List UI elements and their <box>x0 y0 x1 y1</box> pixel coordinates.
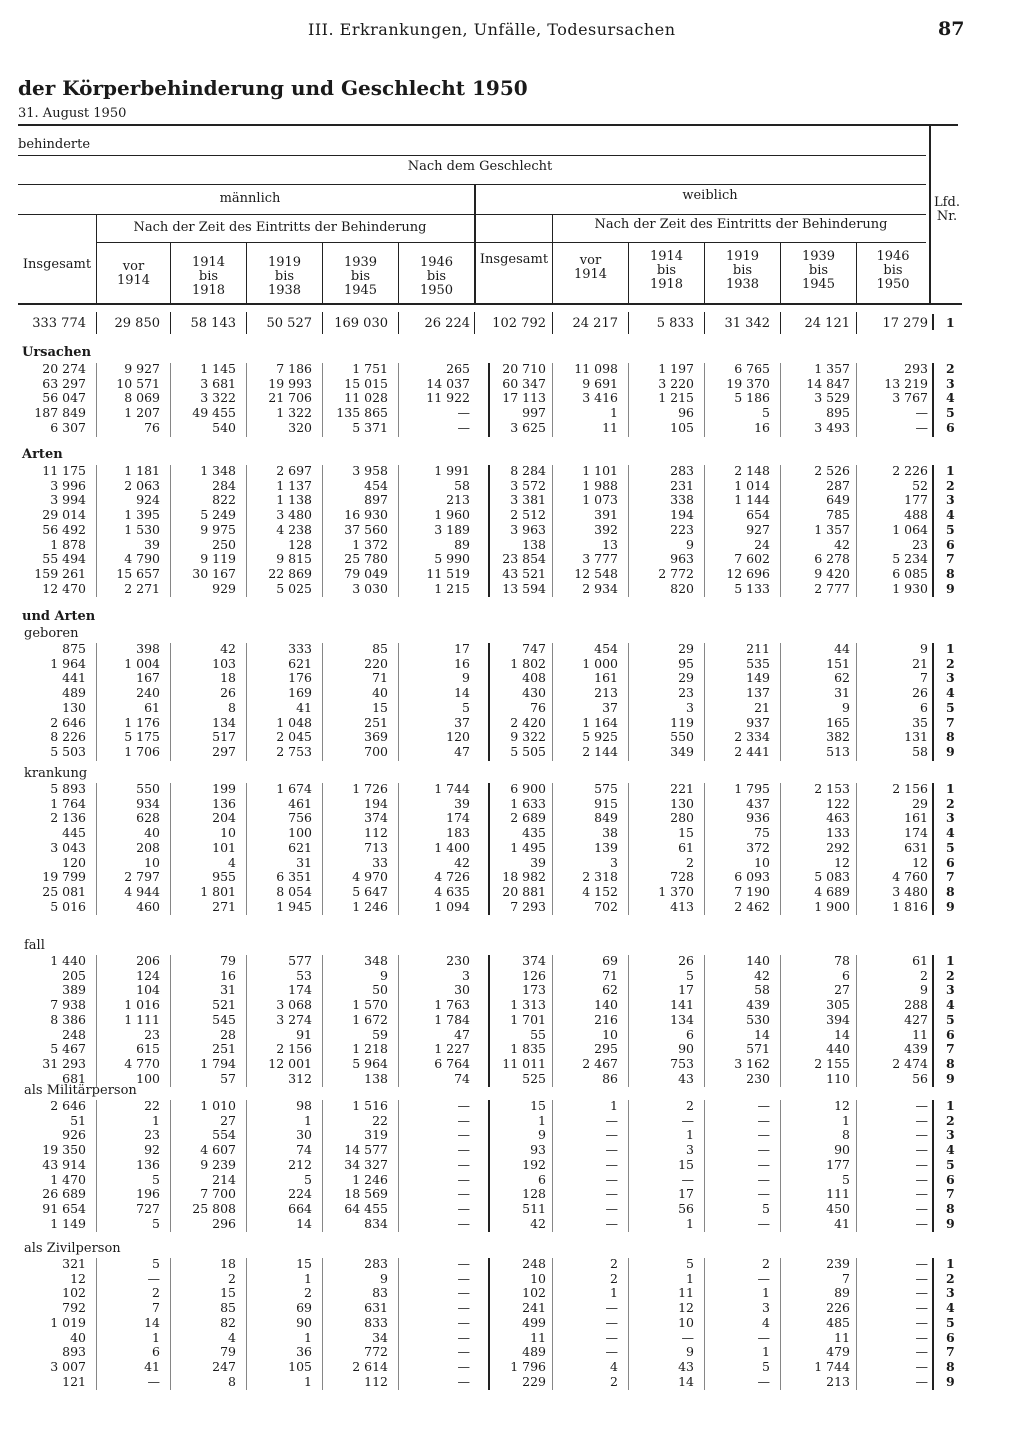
total-cell: 50 527 <box>266 316 312 331</box>
header-lfd-nr: Lfd. Nr. <box>934 195 960 224</box>
data-column: 12 1 8 90 177 5 111 450 41 <box>826 1098 850 1231</box>
col-rule <box>246 643 247 761</box>
data-column: 1 744 39 174 183 1 400 42 4 726 4 635 1 094 <box>434 781 470 914</box>
header-rule-4 <box>96 242 926 243</box>
header-year-m-1: 1914 bis 1918 <box>191 255 226 298</box>
col-rule <box>856 643 857 761</box>
data-column: 1 440 205 389 7 938 8 386 248 5 467 31 293 681 <box>42 953 86 1086</box>
gender-split-rule <box>474 184 476 304</box>
data-column: 22 1 23 92 136 5 196 727 5 <box>136 1098 160 1231</box>
col-rule <box>96 783 97 915</box>
col-rule <box>856 955 857 1087</box>
col-rule <box>552 955 553 1087</box>
col-rule <box>704 1258 705 1390</box>
data-column: 2 646 51 926 19 350 43 914 1 470 26 689 91 654 1 149 <box>42 1098 86 1231</box>
gender-split-rule <box>488 1258 490 1390</box>
col-rule <box>552 783 553 915</box>
col-rule <box>96 1258 97 1390</box>
data-column: 1 145 3 681 3 322 49 455 540 <box>192 361 236 435</box>
section-sublabel: krankung <box>24 766 88 781</box>
data-column: 199 136 204 10 101 4 955 1 801 271 <box>200 781 236 914</box>
col-rule <box>322 783 323 915</box>
col-rule <box>856 363 857 437</box>
total-cell: 24 121 <box>804 316 850 331</box>
data-column: 11 098 9 691 3 416 1 11 <box>574 361 618 435</box>
col-rule <box>856 1100 857 1232</box>
data-column: 79 16 31 521 545 28 251 1 794 57 <box>200 953 236 1086</box>
data-column: 265 14 037 11 922 — — <box>426 361 470 435</box>
row-number-column: 1 2 3 4 5 6 7 8 9 <box>946 1098 955 1231</box>
data-column: 577 53 174 3 068 3 274 91 2 156 12 001 312 <box>268 953 312 1086</box>
row-number-column: 1 2 3 4 5 7 8 9 <box>946 641 955 759</box>
col-rule <box>322 1258 323 1390</box>
col-rule <box>780 955 781 1087</box>
section-label: und Arten <box>22 609 96 624</box>
page-title: der Körperbehinderung und Geschlecht 1950 <box>18 76 528 100</box>
lfd-bar <box>932 1100 934 1232</box>
data-column: 61 2 9 288 427 11 439 2 474 56 <box>892 953 928 1086</box>
data-column: 69 71 62 140 216 10 295 2 467 86 <box>582 953 618 1086</box>
lfd-bar <box>932 465 934 597</box>
col-rule <box>628 363 629 437</box>
lfd-bar <box>932 783 934 915</box>
total-cell: 26 224 <box>424 316 470 331</box>
total-cell: 17 279 <box>882 316 928 331</box>
page-number: 87 <box>938 18 965 40</box>
data-column: 1 795 437 936 75 372 10 6 093 7 190 2 462 <box>734 781 770 914</box>
col-rule <box>856 1258 857 1390</box>
col-rule <box>322 643 323 761</box>
col-rule <box>170 783 171 915</box>
col-rule <box>552 643 553 761</box>
gender-split-rule <box>488 955 490 1087</box>
data-column: 8 284 3 572 3 381 2 512 3 963 138 23 854 43 521 13 594 <box>502 463 546 596</box>
data-column: 2 156 29 161 174 631 12 4 760 3 480 1 816 <box>892 781 928 914</box>
col-rule <box>474 312 475 334</box>
col-rule <box>246 465 247 597</box>
col-rule <box>170 955 171 1087</box>
data-column: 2 148 1 014 1 144 654 927 24 7 602 12 696 5 133 <box>726 463 770 596</box>
data-column: 2 — 1 3 4 — 1 5 — <box>757 1256 770 1389</box>
header-year-w-4: 1946 bis 1950 <box>876 249 910 292</box>
data-column: 140 42 58 439 530 14 571 3 162 230 <box>734 953 770 1086</box>
data-column: — — — — — — — — — <box>457 1256 470 1389</box>
col-rule <box>704 363 705 437</box>
data-column: 206 124 104 1 016 1 111 23 615 4 770 100 <box>124 953 160 1086</box>
data-column: 2 153 122 463 133 292 12 5 083 4 689 1 900 <box>814 781 850 914</box>
col-rule <box>780 1258 781 1390</box>
data-column: 2 — 1 3 15 — 17 56 1 <box>678 1098 694 1231</box>
section-sublabel: als Zivilperson <box>24 1241 121 1256</box>
col-rule <box>246 312 247 334</box>
data-column: 1 674 461 756 100 621 31 6 351 8 054 1 945 <box>276 781 312 914</box>
data-column: 15 1 2 69 90 1 36 105 1 <box>288 1256 312 1389</box>
data-column: 9 927 10 571 8 069 1 207 76 <box>116 361 160 435</box>
data-column: 1 991 58 213 1 960 3 189 89 5 990 11 519 1 215 <box>426 463 470 596</box>
lfd-bar <box>932 955 934 1087</box>
section-label: Arten <box>22 447 63 462</box>
col-rule <box>322 955 323 1087</box>
gender-split-rule <box>488 363 490 437</box>
data-column: 17 16 9 14 5 37 120 47 <box>446 641 470 759</box>
col-rule <box>856 465 857 597</box>
data-column: 2 697 1 137 1 138 3 480 4 238 128 9 815 22 869 5 025 <box>268 463 312 596</box>
row-number-column: 1 2 3 4 5 6 7 8 9 <box>946 953 955 1086</box>
data-column: 85 220 71 40 15 251 369 700 <box>364 641 388 759</box>
data-column: 5 893 1 764 2 136 445 3 043 120 19 799 25 081 5 016 <box>42 781 86 914</box>
col-rule <box>628 1100 629 1232</box>
data-column: 248 10 102 241 499 11 489 1 796 229 <box>510 1256 546 1389</box>
header-weiblich: weiblich <box>682 188 738 203</box>
col-rule <box>170 312 171 334</box>
data-column: 283 231 338 194 223 9 963 2 772 820 <box>658 463 694 596</box>
col-rule <box>322 465 323 597</box>
col-rule <box>398 465 399 597</box>
col-rule <box>96 363 97 437</box>
col-rule <box>628 1258 629 1390</box>
col-rule <box>246 783 247 915</box>
data-column: 283 9 83 631 833 34 772 2 614 112 <box>352 1256 388 1389</box>
row-number-column: 1 2 3 4 5 6 7 8 9 <box>946 1256 955 1389</box>
lfd-bar <box>932 1258 934 1390</box>
data-column: 398 1 004 167 240 61 1 176 5 175 1 706 <box>124 641 160 759</box>
col-rule <box>96 465 97 597</box>
data-column: — — — — — — — — — <box>915 1256 928 1389</box>
data-column: 1 197 3 220 1 215 96 105 <box>658 361 694 435</box>
col-rule <box>398 312 399 334</box>
row-number-column: 1 2 3 4 5 6 7 8 9 <box>946 463 955 596</box>
col-rule <box>96 214 97 303</box>
total-cell: 333 774 <box>32 316 86 331</box>
col-rule <box>246 1100 247 1232</box>
data-column: 1 — — — — — — — — <box>605 1098 618 1231</box>
header-year-w-1: 1914 bis 1918 <box>649 249 684 292</box>
total-cell: 31 342 <box>724 316 770 331</box>
data-column: 5 1 11 12 10 — 9 43 14 <box>678 1256 694 1389</box>
data-column: 1 348 284 822 5 249 9 975 250 9 119 30 167 929 <box>192 463 236 596</box>
col-rule <box>704 1100 705 1232</box>
data-column: 550 934 628 40 208 10 2 797 4 944 460 <box>124 781 160 914</box>
top-rule <box>18 124 958 126</box>
data-column: 20 710 60 347 17 113 997 3 625 <box>502 361 546 435</box>
header-behinderte: behinderte <box>18 137 91 152</box>
gender-split-rule <box>488 465 490 597</box>
col-rule <box>704 643 705 761</box>
data-column: 1 751 15 015 11 028 135 865 5 371 <box>336 361 388 435</box>
row-number-column: 2 3 4 5 6 <box>946 361 955 435</box>
data-column: 454 1 000 161 213 37 1 164 5 925 2 144 <box>582 641 618 759</box>
lfd-bar <box>932 314 934 330</box>
data-column: 20 274 63 297 56 047 187 849 6 307 <box>34 361 86 435</box>
data-column: 2 526 287 649 785 1 357 42 6 278 9 420 2 777 <box>814 463 850 596</box>
col-rule <box>246 955 247 1087</box>
data-column: 1 357 14 847 3 529 895 3 493 <box>806 361 850 435</box>
col-rule <box>398 363 399 437</box>
total-cell: 169 030 <box>334 316 388 331</box>
gender-split-rule <box>488 1100 490 1232</box>
col-rule <box>398 1258 399 1390</box>
col-rule <box>780 783 781 915</box>
data-column: 374 126 173 1 313 1 701 55 1 835 11 011 525 <box>502 953 546 1086</box>
col-rule <box>398 783 399 915</box>
data-column: 1 516 22 319 14 577 34 327 1 246 18 569 64 455 834 <box>344 1098 388 1231</box>
data-column: 1 101 1 988 1 073 391 392 13 3 777 12 548 2 934 <box>574 463 618 596</box>
header-year-w-3: 1939 bis 1945 <box>801 249 836 292</box>
col-rule <box>398 643 399 761</box>
col-rule <box>170 1258 171 1390</box>
col-rule <box>780 1100 781 1232</box>
lfd-bar <box>932 363 934 437</box>
data-column: 2 226 52 177 488 1 064 23 5 234 6 085 1 930 <box>892 463 928 596</box>
data-column: 333 621 176 169 41 1 048 2 045 2 753 <box>276 641 312 759</box>
data-column: 1 726 194 374 112 713 33 4 970 5 647 1 246 <box>352 781 388 914</box>
data-column: 211 535 149 137 21 937 2 334 2 441 <box>734 641 770 759</box>
data-column: 5 — 2 7 14 1 6 41 — <box>144 1256 160 1389</box>
section-sublabel: als Militärperson <box>24 1083 137 1098</box>
col-rule <box>856 312 857 334</box>
header-year-w-0: vor 1914 <box>573 253 608 282</box>
col-rule <box>170 1100 171 1232</box>
running-head: III. Erkrankungen, Unfälle, Todesursachen <box>308 20 676 39</box>
total-cell: 29 850 <box>114 316 160 331</box>
gender-split-rule <box>488 643 490 761</box>
header-year-m-3: 1939 bis 1945 <box>343 255 378 298</box>
col-rule <box>628 643 629 761</box>
header-year-m-4: 1946 bis 1950 <box>419 255 454 298</box>
data-column: 293 13 219 3 767 — — <box>884 361 928 435</box>
total-cell: 24 217 <box>572 316 618 331</box>
data-column: 26 5 17 141 134 6 90 753 43 <box>670 953 694 1086</box>
data-column: 321 12 102 792 1 019 40 893 3 007 121 <box>50 1256 86 1389</box>
col-rule <box>552 1100 553 1232</box>
data-column: 9 21 7 26 6 35 131 58 <box>904 641 928 759</box>
header-year-m-0: vor 1914 <box>116 259 151 288</box>
col-rule <box>780 643 781 761</box>
data-column: 7 186 19 993 21 706 1 322 320 <box>268 361 312 435</box>
col-rule <box>398 1100 399 1232</box>
col-rule <box>704 783 705 915</box>
col-rule <box>780 312 781 334</box>
header-bottom-rule <box>18 303 962 305</box>
col-rule <box>322 1100 323 1232</box>
data-column: 1 181 2 063 924 1 395 1 530 39 4 790 15 657 2 271 <box>116 463 160 596</box>
header-nach-geschlecht: Nach dem Geschlecht <box>407 159 553 174</box>
data-column: 6 900 1 633 2 689 435 1 495 39 18 982 20 881 7 293 <box>502 781 546 914</box>
header-rule-2 <box>18 184 926 185</box>
data-column: 42 103 18 26 8 134 517 297 <box>212 641 236 759</box>
header-maennlich: männlich <box>219 191 281 206</box>
total-cell: 58 143 <box>190 316 236 331</box>
header-year-w-2: 1919 bis 1938 <box>725 249 760 292</box>
lfd-bar <box>932 643 934 761</box>
data-column: 239 7 89 226 485 11 479 1 744 213 <box>814 1256 850 1389</box>
section-sublabel: fall <box>24 938 45 953</box>
col-rule <box>628 465 629 597</box>
header-year-m-2: 1919 bis 1938 <box>267 255 302 298</box>
header-zeit-w: Nach der Zeit des Eintritts der Behinderung <box>594 217 888 232</box>
data-column: 6 765 19 370 5 186 5 16 <box>726 361 770 435</box>
data-column: 2 2 1 — — — — 4 2 <box>605 1256 618 1389</box>
header-insgesamt-m: Insgesamt <box>22 257 92 272</box>
data-column: 44 151 62 31 9 165 382 513 <box>826 641 850 759</box>
data-column: 230 3 30 1 763 1 784 47 1 227 6 764 74 <box>434 953 470 1086</box>
data-column: 29 95 29 23 3 119 550 349 <box>670 641 694 759</box>
col-rule <box>246 1258 247 1390</box>
data-column: 221 130 280 15 61 2 728 1 370 413 <box>658 781 694 914</box>
col-rule <box>628 955 629 1087</box>
total-cell: 102 792 <box>492 316 546 331</box>
col-rule <box>628 312 629 334</box>
header-zeit-m: Nach der Zeit des Eintritts der Behinderung <box>133 220 427 235</box>
col-rule <box>170 465 171 597</box>
col-rule <box>398 955 399 1087</box>
gender-split-rule <box>488 783 490 915</box>
data-column: 3 958 454 897 16 930 37 560 1 372 25 780 79 049 3 030 <box>344 463 388 596</box>
col-rule <box>96 312 97 334</box>
col-rule <box>246 363 247 437</box>
data-column: 15 1 9 93 192 6 128 511 42 <box>522 1098 546 1231</box>
col-rule <box>780 465 781 597</box>
col-rule <box>552 465 553 597</box>
data-column: 348 9 50 1 570 1 672 59 1 218 5 964 138 <box>352 953 388 1086</box>
col-rule <box>628 783 629 915</box>
col-rule <box>96 1100 97 1232</box>
col-rule <box>170 363 171 437</box>
data-column: — — — — — — — — — <box>457 1098 470 1231</box>
col-rule <box>780 363 781 437</box>
total-cell: 5 833 <box>656 316 694 331</box>
data-column: 875 1 964 441 489 130 2 646 8 226 5 503 <box>50 641 86 759</box>
col-rule <box>322 363 323 437</box>
data-column: 1 010 27 554 4 607 9 239 214 7 700 25 808 296 <box>192 1098 236 1231</box>
col-rule <box>704 955 705 1087</box>
col-rule <box>170 643 171 761</box>
row-number-column: 1 2 3 4 5 6 7 8 9 <box>946 781 955 914</box>
col-rule <box>704 465 705 597</box>
col-rule <box>322 312 323 334</box>
data-column: — — — — — — — — — <box>915 1098 928 1231</box>
col-rule <box>856 783 857 915</box>
header-rule-1 <box>18 155 926 156</box>
data-column: 78 6 27 305 394 14 440 2 155 110 <box>814 953 850 1086</box>
header-insgesamt-w: Insgesamt <box>479 252 549 267</box>
col-rule <box>552 1258 553 1390</box>
data-column: 575 915 849 38 139 3 2 318 4 152 702 <box>582 781 618 914</box>
section-sublabel: geboren <box>24 626 79 641</box>
data-column: 98 1 30 74 212 5 224 664 14 <box>288 1098 312 1231</box>
col-rule <box>96 955 97 1087</box>
data-column: — — — — — — — 5 — <box>757 1098 770 1231</box>
section-label: Ursachen <box>22 345 92 360</box>
col-rule <box>96 643 97 761</box>
col-rule <box>552 363 553 437</box>
data-column: 11 175 3 996 3 994 29 014 56 492 1 878 55 494 159 261 12 470 <box>34 463 86 596</box>
col-rule <box>704 312 705 334</box>
data-column: 747 1 802 408 430 76 2 420 9 322 5 505 <box>510 641 546 759</box>
col-rule <box>552 312 553 334</box>
total-cell: 1 <box>946 315 955 330</box>
data-column: 18 2 15 85 82 4 79 247 8 <box>212 1256 236 1389</box>
table-date: 31. August 1950 <box>18 106 127 121</box>
header-rule-3 <box>18 214 926 215</box>
